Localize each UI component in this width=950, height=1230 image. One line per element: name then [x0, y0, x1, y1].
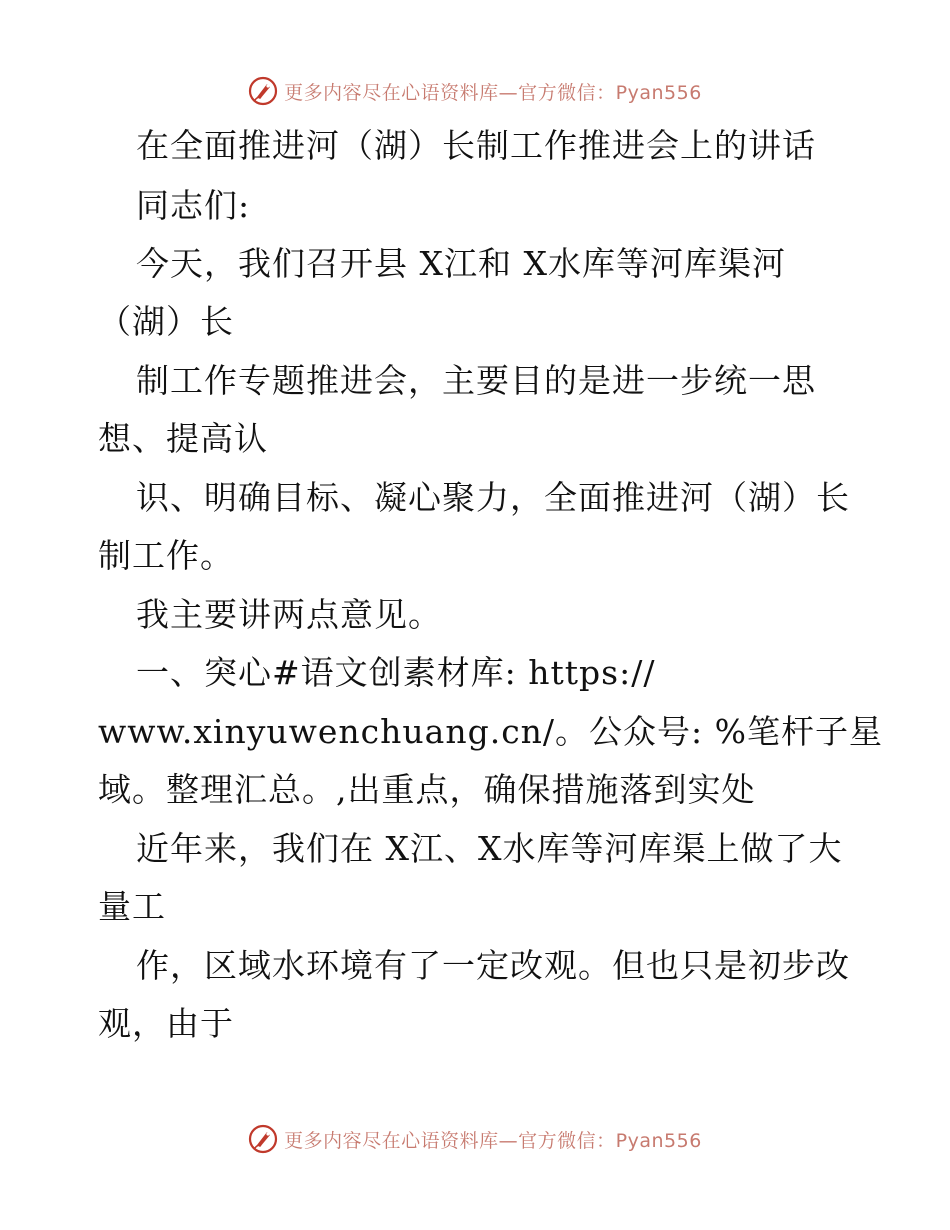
paragraph-line: 识、明确目标、凝心聚力，全面推进河（湖）长 [136, 478, 850, 517]
paragraph-line: 域。整理汇总。,出重点，确保措施落到实处 [98, 770, 756, 809]
footer-watermark [0, 1122, 950, 1156]
header-watermark [0, 74, 950, 108]
paragraph-line: www.xinyuwenchuang.cn/。公众号: %笔杆子星 [98, 712, 884, 751]
watermark-text: 更多内容尽在心语资料库—官方微信：Pyan556 [284, 81, 702, 104]
watermark-text: 更多内容尽在心语资料库—官方微信：Pyan556 [284, 1129, 702, 1152]
paragraph-line: 观，由于 [98, 1004, 234, 1043]
pen-nib-logo-icon [248, 76, 278, 106]
paragraph-line: 想、提高认 [98, 419, 268, 458]
paragraph-line: 近年来，我们在 X江、X水库等河库渠上做了大 [136, 829, 843, 868]
document-title: 在全面推进河（湖）长制工作推进会上的讲话 [136, 126, 816, 165]
paragraph-line: 制工作。 [98, 536, 234, 575]
paragraph-line: 今天，我们召开县 X江和 X水库等河库渠河 [136, 244, 786, 283]
paragraph-line: （湖）长 [98, 302, 234, 341]
paragraph-line: 量工 [98, 887, 166, 926]
paragraph-line: 制工作专题推进会，主要目的是进一步统一思 [136, 361, 816, 400]
pen-nib-logo-icon [248, 1124, 278, 1154]
paragraph-line: 作，区域水环境有了一定改观。但也只是初步改 [136, 946, 850, 985]
section-heading: 一、突心#语文创素材库: https:// [136, 653, 656, 692]
paragraph-line: 我主要讲两点意见。 [136, 595, 442, 634]
salutation: 同志们: [136, 186, 251, 225]
